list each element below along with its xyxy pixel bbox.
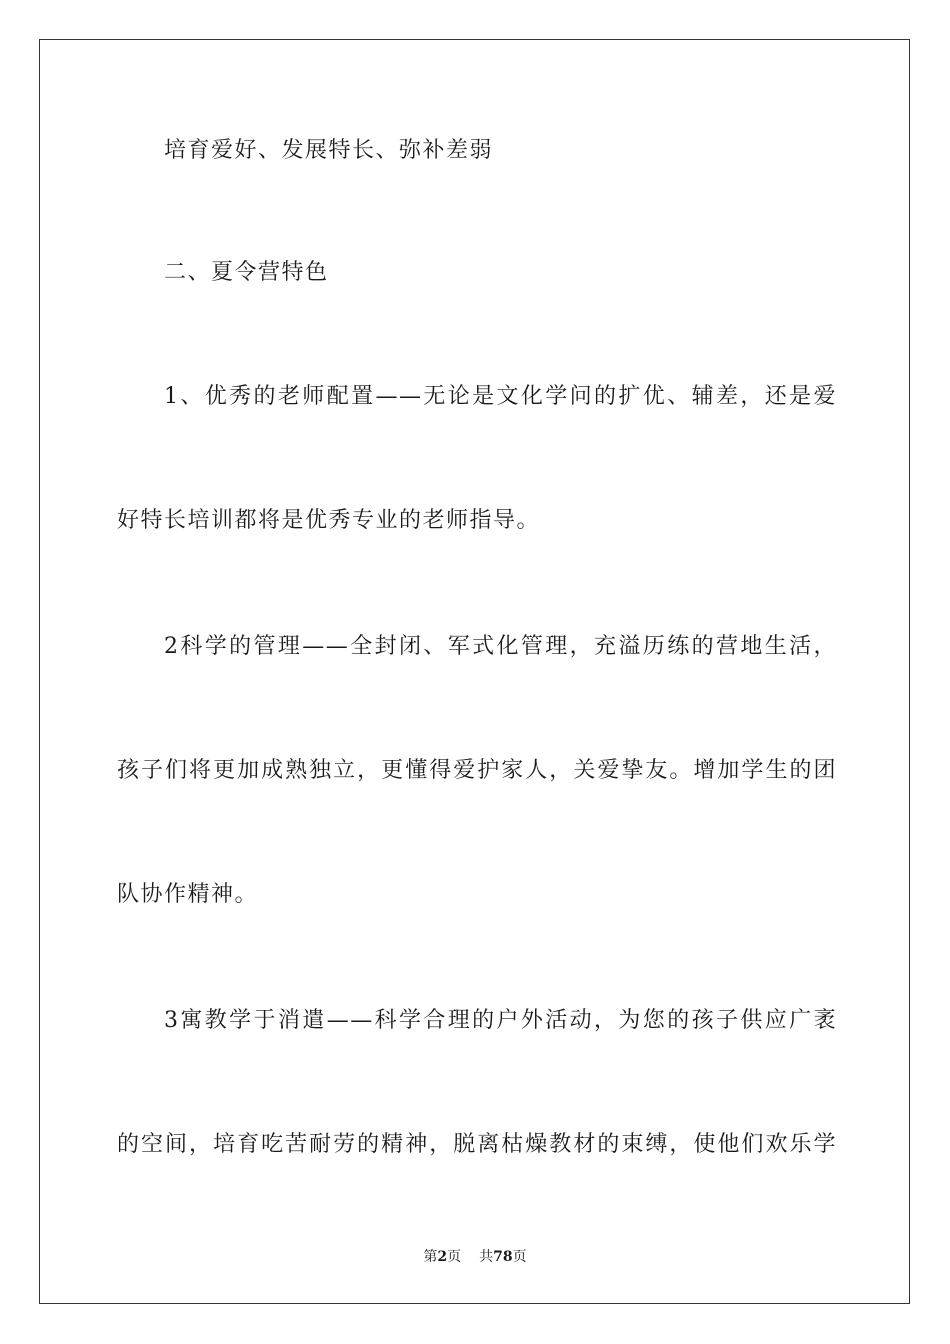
section-heading: 二、夏令营特色: [164, 260, 329, 285]
footer-page-number: 2: [437, 1249, 448, 1265]
footer-total-pages: 78: [493, 1249, 513, 1265]
footer-page-prefix: 第: [423, 1249, 438, 1265]
body-line-3: 1、优秀的老师配置——无论是文化学问的扩优、辅差，还是爱: [164, 384, 837, 409]
footer-page-suffix: 页: [447, 1249, 462, 1265]
body-line-6: 孩子们将更加成熟独立，更懂得爱护家人，关爱挚友。增加学生的团: [117, 758, 837, 783]
body-line-4: 好特长培训都将是优秀专业的老师指导。: [117, 508, 541, 533]
body-line-9: 的空间，培育吃苦耐劳的精神，脱离枯燥教材的束缚，使他们欢乐学: [117, 1132, 837, 1157]
body-line-8: 3寓教学于消遣——科学合理的户外活动，为您的孩子供应广袤: [164, 1008, 837, 1033]
page-border: [39, 39, 910, 1304]
body-line-7: 队协作精神。: [117, 882, 259, 907]
page-footer: [0, 1246, 950, 1266]
body-line-1: 培育爱好、发展特长、弥补差弱: [164, 138, 494, 163]
body-line-5: 2科学的管理——全封闭、军式化管理，充溢历练的营地生活，: [164, 634, 837, 659]
footer-total-suffix: 页: [512, 1249, 527, 1265]
footer-total-prefix: 共: [479, 1249, 494, 1265]
